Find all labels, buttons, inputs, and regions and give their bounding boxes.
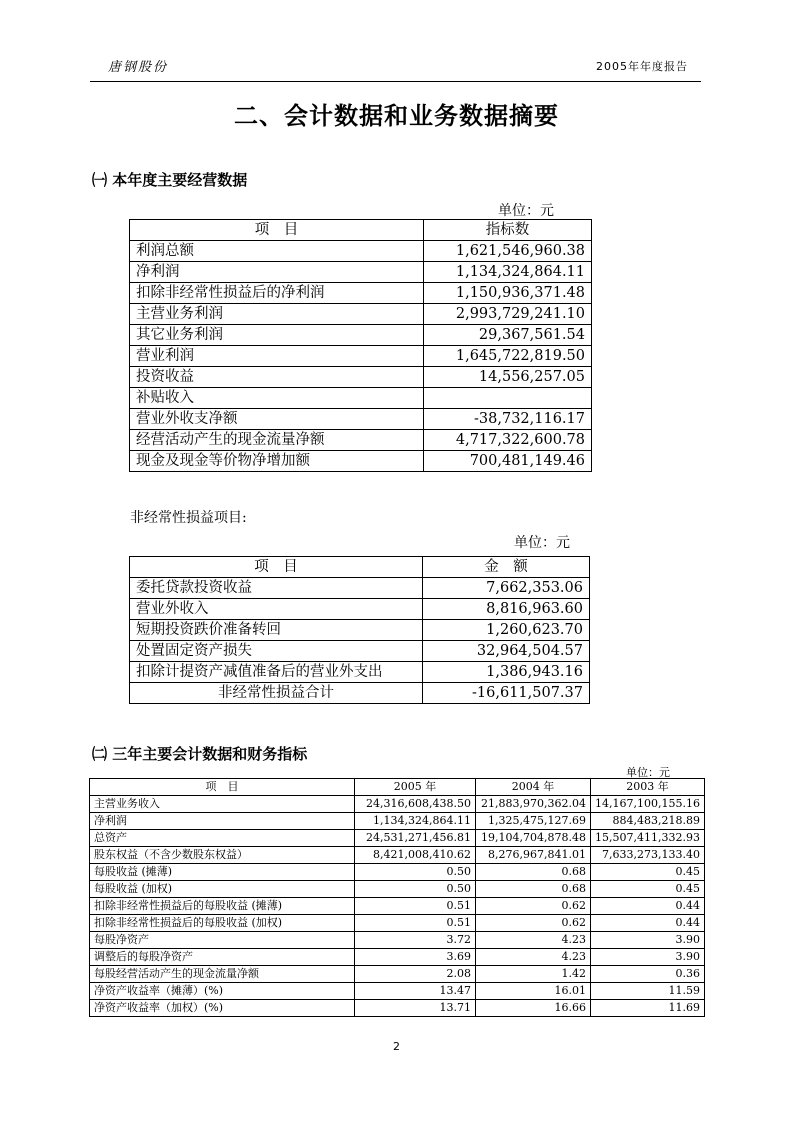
value-2004-cell: 16.66 — [476, 1000, 591, 1017]
value-cell: 1,645,722,819.50 — [424, 346, 592, 367]
table-row — [130, 599, 590, 620]
column-header: 2004 年 — [476, 779, 591, 796]
table-row — [90, 847, 705, 864]
value-2005-cell: 3.69 — [355, 949, 476, 966]
item-cell: 净利润 — [90, 813, 355, 830]
table-row — [130, 388, 592, 409]
value-2004-cell: 8,276,967,841.01 — [476, 847, 591, 864]
item-cell: 扣除计提资产减值准备后的营业外支出 — [130, 662, 423, 683]
value-2003-cell: 3.90 — [591, 949, 705, 966]
item-cell: 扣除非经常性损益后的净利润 — [130, 283, 424, 304]
table-row — [90, 881, 705, 898]
item-cell: 扣除非经常性损益后的每股收益 (摊薄) — [90, 898, 355, 915]
item-cell: 投资收益 — [130, 367, 424, 388]
table-row — [130, 620, 590, 641]
table-row — [90, 932, 705, 949]
table-row — [130, 430, 592, 451]
value-2005-cell: 1,134,324,864.11 — [355, 813, 476, 830]
table-row — [130, 662, 590, 683]
value-2003-cell: 884,483,218.89 — [591, 813, 705, 830]
item-cell: 委托贷款投资收益 — [130, 578, 423, 599]
value-2005-cell: 0.50 — [355, 881, 476, 898]
value-2004-cell: 0.68 — [476, 864, 591, 881]
section1-heading: ㈠ 本年度主要经营数据 — [92, 171, 248, 189]
total-label-cell: 非经常性损益合计 — [130, 683, 423, 704]
page-number: 2 — [393, 1040, 400, 1053]
table-row — [90, 966, 705, 983]
value-cell: 2,993,729,241.10 — [424, 304, 592, 325]
total-value-cell: -16,611,507.37 — [423, 683, 590, 704]
item-cell: 现金及现金等价物净增加额 — [130, 451, 424, 472]
item-cell: 净资产收益率（摊薄）(%) — [90, 983, 355, 1000]
value-2004-cell: 4.23 — [476, 932, 591, 949]
item-cell: 营业外收支净额 — [130, 409, 424, 430]
value-2005-cell: 8,421,008,410.62 — [355, 847, 476, 864]
three-year-table — [89, 778, 705, 1017]
value-cell: 4,717,322,600.78 — [424, 430, 592, 451]
value-2003-cell: 0.36 — [591, 966, 705, 983]
value-cell: 7,662,353.06 — [423, 578, 590, 599]
page-title: 二、会计数据和业务数据摘要 — [234, 102, 559, 130]
table-row — [130, 409, 592, 430]
item-cell: 营业利润 — [130, 346, 424, 367]
table-header-row — [130, 557, 590, 578]
table-header-row — [130, 220, 592, 241]
value-2003-cell: 0.45 — [591, 881, 705, 898]
table-row — [90, 830, 705, 847]
value-cell: 1,150,936,371.48 — [424, 283, 592, 304]
item-cell: 主营业务收入 — [90, 796, 355, 813]
item-cell: 每股收益 (加权) — [90, 881, 355, 898]
item-cell: 净利润 — [130, 262, 424, 283]
value-2005-cell: 3.72 — [355, 932, 476, 949]
value-cell: 14,556,257.05 — [424, 367, 592, 388]
table-row — [130, 641, 590, 662]
table-row — [130, 367, 592, 388]
table-row — [130, 451, 592, 472]
column-header: 2003 年 — [591, 779, 705, 796]
value-2003-cell: 0.44 — [591, 898, 705, 915]
item-cell: 利润总额 — [130, 241, 424, 262]
table-row — [90, 983, 705, 1000]
value-cell: 1,260,623.70 — [423, 620, 590, 641]
value-2003-cell: 3.90 — [591, 932, 705, 949]
operating-data-table — [129, 219, 592, 472]
value-2003-cell: 11.69 — [591, 1000, 705, 1017]
value-2004-cell: 16.01 — [476, 983, 591, 1000]
item-cell: 营业外收入 — [130, 599, 423, 620]
table-row — [130, 325, 592, 346]
value-cell: 700,481,149.46 — [424, 451, 592, 472]
table-row — [90, 898, 705, 915]
value-2003-cell: 14,167,100,155.16 — [591, 796, 705, 813]
value-cell — [424, 388, 592, 409]
table-row — [130, 241, 592, 262]
value-2005-cell: 13.47 — [355, 983, 476, 1000]
item-cell: 经营活动产生的现金流量净额 — [130, 430, 424, 451]
column-header: 指标数 — [424, 220, 592, 241]
column-header: 金 额 — [423, 557, 590, 578]
value-cell: 1,134,324,864.11 — [424, 262, 592, 283]
item-cell: 每股收益 (摊薄) — [90, 864, 355, 881]
value-2004-cell: 0.62 — [476, 898, 591, 915]
value-2005-cell: 0.51 — [355, 898, 476, 915]
value-2005-cell: 24,531,271,456.81 — [355, 830, 476, 847]
value-2005-cell: 0.50 — [355, 864, 476, 881]
table-row — [130, 578, 590, 599]
column-header: 项 目 — [90, 779, 355, 796]
value-cell: 8,816,963.60 — [423, 599, 590, 620]
column-header: 2005 年 — [355, 779, 476, 796]
table-row — [130, 262, 592, 283]
value-cell: 29,367,561.54 — [424, 325, 592, 346]
item-cell: 每股净资产 — [90, 932, 355, 949]
value-cell: 32,964,504.57 — [423, 641, 590, 662]
item-cell: 净资产收益率（加权）(%) — [90, 1000, 355, 1017]
value-2005-cell: 24,316,608,438.50 — [355, 796, 476, 813]
item-cell: 短期投资跌价准备转回 — [130, 620, 423, 641]
total-row — [130, 683, 590, 704]
table-row — [130, 346, 592, 367]
value-2003-cell: 0.45 — [591, 864, 705, 881]
value-2004-cell: 0.62 — [476, 915, 591, 932]
item-cell: 总资产 — [90, 830, 355, 847]
item-cell: 其它业务利润 — [130, 325, 424, 346]
item-cell: 处置固定资产损失 — [130, 641, 423, 662]
value-2005-cell: 0.51 — [355, 915, 476, 932]
value-2003-cell: 7,633,273,133.40 — [591, 847, 705, 864]
item-cell: 调整后的每股净资产 — [90, 949, 355, 966]
company-logo-text: 唐钢股份 — [108, 60, 169, 75]
item-cell: 主营业务利润 — [130, 304, 424, 325]
table-row — [90, 1000, 705, 1017]
table-row — [130, 304, 592, 325]
value-2004-cell: 1,325,475,127.69 — [476, 813, 591, 830]
value-2005-cell: 13.71 — [355, 1000, 476, 1017]
header-divider — [90, 81, 701, 82]
item-cell: 补贴收入 — [130, 388, 424, 409]
section1-unit: 单位：元 — [498, 203, 554, 219]
value-2005-cell: 2.08 — [355, 966, 476, 983]
section2-unit: 单位：元 — [626, 766, 670, 779]
table-row — [90, 915, 705, 932]
section2-heading: ㈡ 三年主要会计数据和财务指标 — [92, 745, 308, 763]
item-cell: 股东权益（不含少数股东权益） — [90, 847, 355, 864]
table-row — [130, 283, 592, 304]
item-cell: 每股经营活动产生的现金流量净额 — [90, 966, 355, 983]
nonrecurring-label: 非经常性损益项目: — [130, 510, 247, 526]
table-row — [90, 864, 705, 881]
value-cell: -38,732,116.17 — [424, 409, 592, 430]
table-row — [90, 796, 705, 813]
nonrecurring-table — [129, 556, 590, 704]
report-title-header: 2005年年度报告 — [596, 60, 688, 73]
value-2004-cell: 4.23 — [476, 949, 591, 966]
column-header: 项 目 — [130, 220, 424, 241]
value-2004-cell: 19,104,704,878.48 — [476, 830, 591, 847]
value-2004-cell: 1.42 — [476, 966, 591, 983]
nonrecurring-unit: 单位：元 — [514, 535, 570, 551]
value-2003-cell: 0.44 — [591, 915, 705, 932]
value-2004-cell: 21,883,970,362.04 — [476, 796, 591, 813]
value-2004-cell: 0.68 — [476, 881, 591, 898]
value-cell: 1,386,943.16 — [423, 662, 590, 683]
value-cell: 1,621,546,960.38 — [424, 241, 592, 262]
table-row — [90, 949, 705, 966]
table-header-row — [90, 779, 705, 796]
table-row — [90, 813, 705, 830]
value-2003-cell: 11.59 — [591, 983, 705, 1000]
column-header: 项 目 — [130, 557, 423, 578]
value-2003-cell: 15,507,411,332.93 — [591, 830, 705, 847]
item-cell: 扣除非经常性损益后的每股收益 (加权) — [90, 915, 355, 932]
